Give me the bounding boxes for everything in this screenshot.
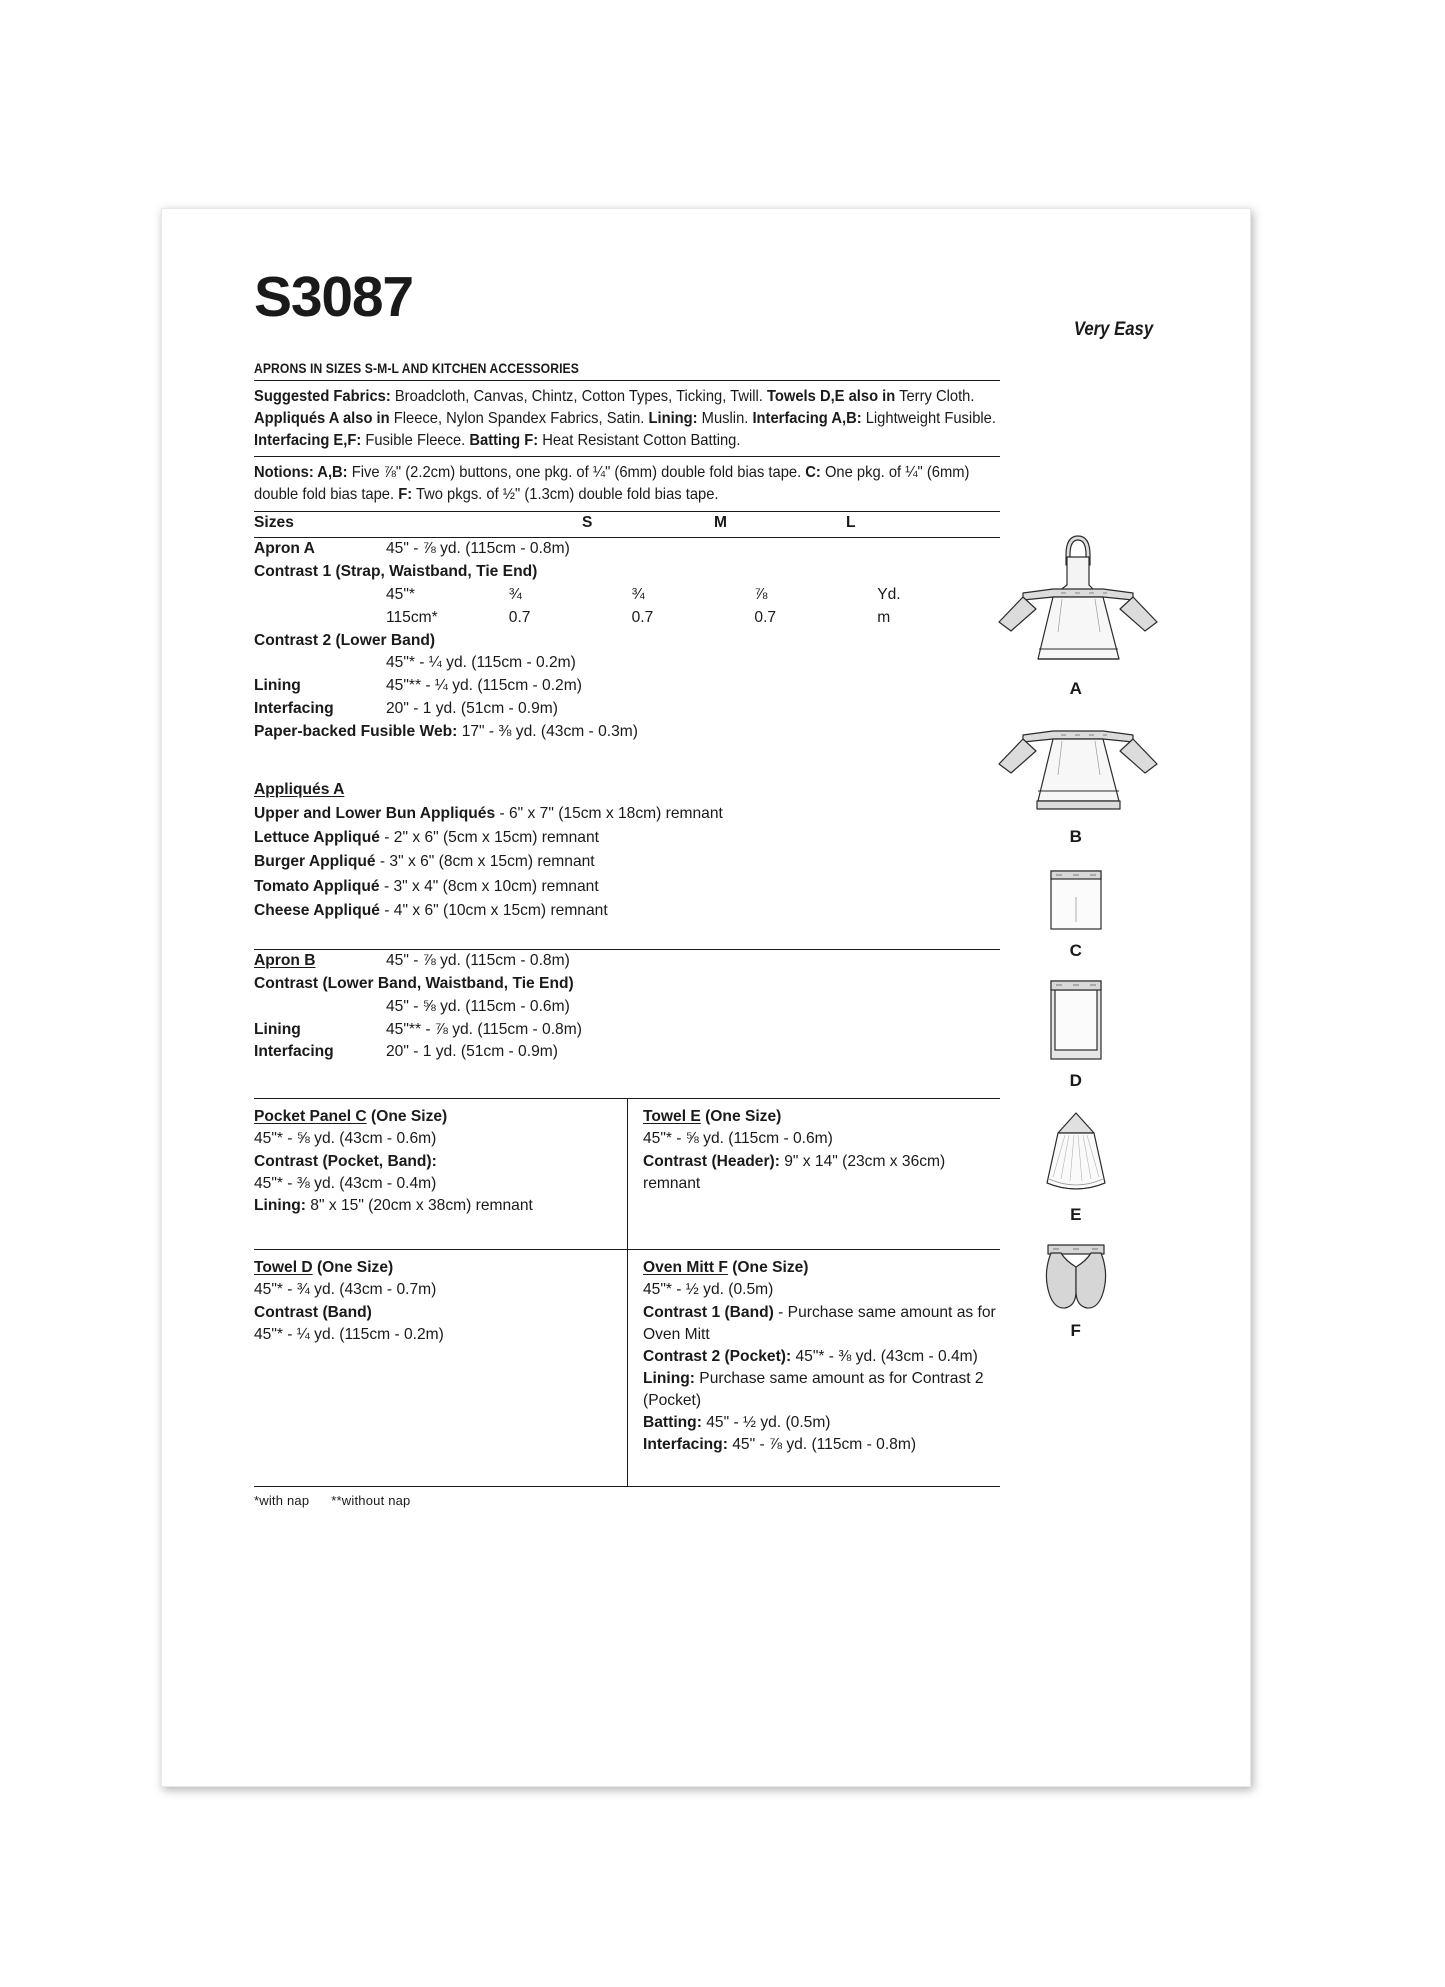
applique-item-cheese [254, 899, 1000, 923]
contrast-1-m-m: 0.7 [631, 608, 654, 626]
fusible-web-row [254, 721, 1000, 744]
towel-d-icon [991, 977, 1161, 1069]
contrast-2-title: Contrast 2 (Lower Band) [254, 631, 436, 649]
illustration-pocket-panel-c [986, 867, 1166, 961]
grid-row-c-e [254, 1099, 1000, 1249]
footnote-with-nap: *with nap [254, 1493, 310, 1509]
contrast-1-yd-width: 45"* [386, 585, 415, 603]
apron-a-icon [991, 527, 1161, 677]
fabrics-text-5: Lightweight Fusible. [861, 409, 996, 427]
apron-b-contrast-title: Contrast (Lower Band, Waistband, Tie End) [254, 974, 574, 992]
fusible-web-label: Paper-backed Fusible Web: [254, 723, 458, 741]
pattern-envelope-back [161, 208, 1251, 1787]
towel-e-title: Towel E [643, 1108, 701, 1126]
applique-burger-value: - 3" x 6" (8cm x 15cm) remnant [375, 853, 595, 871]
illustration-label-e: E [1070, 1205, 1082, 1224]
oven-mitt-f-interfacing-value: 45" - ⅞ yd. (115cm - 0.8m) [727, 1436, 917, 1454]
lining-a-width: 45"** - ¼ yd. (115cm - 0.2m) [386, 677, 582, 695]
towel-e-line-1: 45"* - ⅝ yd. (115cm - 0.6m) [643, 1130, 833, 1148]
towel-d-contrast-label: Contrast (Band) [254, 1303, 372, 1321]
towel-e-cell [627, 1099, 1000, 1249]
oven-mitt-f-title-suffix: (One Size) [727, 1259, 809, 1277]
notions-text-3: Two pkgs. of ½" (1.3cm) double fold bias tape. [412, 486, 719, 504]
fabrics-bold-4: Lining: [648, 409, 698, 427]
apron-b-label: Apron B [254, 951, 316, 969]
illustration-towel-e [986, 1107, 1166, 1225]
apron-b-lining-label: Lining [254, 1020, 301, 1038]
envelope-content [254, 265, 1160, 1729]
oven-mitt-f-batting-label: Batting: [643, 1414, 702, 1432]
interfacing-a-width: 20" - 1 yd. (51cm - 0.9m) [386, 700, 558, 718]
pocket-panel-c-title: Pocket Panel C [254, 1108, 367, 1126]
applique-item-tomato [254, 875, 1000, 899]
fabrics-text-6: Fusible Fleece. [361, 431, 470, 449]
oven-mitt-f-contrast2-label: Contrast 2 (Pocket): [643, 1347, 792, 1365]
fabrics-bold-5: Interfacing A,B: [752, 409, 862, 427]
oven-mitt-f-contrast1-label: Contrast 1 (Band) [643, 1303, 774, 1321]
applique-lettuce-label: Lettuce Appliqué [254, 829, 380, 847]
oven-mitt-f-icon [991, 1239, 1161, 1319]
table-row-apron-b [254, 950, 1000, 973]
oven-mitt-f-interfacing-line [643, 1434, 1000, 1456]
spacer-before-apron-b [254, 923, 1000, 949]
towel-e-icon [991, 1107, 1161, 1203]
apron-b-interfacing-label: Interfacing [254, 1043, 334, 1061]
grid-vertical-divider-2 [627, 1250, 628, 1486]
applique-bun-value: - 6" x 7" (15cm x 18cm) remnant [495, 805, 723, 823]
requirements-column [254, 361, 1000, 1508]
oven-mitt-f-batting-line [643, 1412, 1000, 1434]
notions-bold-1: A,B: [313, 464, 348, 482]
spacer-before-grid [254, 1064, 1000, 1098]
table-row-apron-b-contrast-width [254, 996, 1000, 1019]
oven-mitt-f-lining-label: Lining: [643, 1370, 695, 1388]
oven-mitt-f-lining-line [643, 1368, 1000, 1412]
table-row-apron-b-contrast-title [254, 973, 1000, 996]
header-size-m: M [714, 514, 727, 532]
table-row-contrast-1-m [254, 607, 1000, 630]
oven-mitt-f-batting-value: 45" - ½ yd. (0.5m) [701, 1414, 831, 1432]
fabrics-text-7: Heat Resistant Cotton Batting. [538, 431, 741, 449]
towel-d-title: Towel D [254, 1259, 313, 1277]
towel-d-contrast-value: 45"* - ¼ yd. (115cm - 0.2m) [254, 1325, 444, 1343]
footnote [254, 1487, 1000, 1508]
apron-b-contrast-width: 45" - ⅝ yd. (115cm - 0.6m) [386, 997, 570, 1015]
towel-e-title-suffix: (One Size) [700, 1108, 782, 1126]
footnote-without-nap: **without nap [331, 1493, 411, 1509]
applique-tomato-label: Tomato Appliqué [254, 877, 380, 895]
grid-vertical-divider-1 [627, 1099, 628, 1249]
illustration-label-f: F [1070, 1321, 1082, 1340]
table-header-row [254, 512, 1100, 537]
pocket-panel-c-lining-label: Lining: [254, 1196, 306, 1214]
table-row-apron-b-lining [254, 1019, 1000, 1042]
apron-a-table [254, 538, 1000, 744]
oven-mitt-f-contrast1-line [643, 1302, 1000, 1346]
illustration-oven-mitt-f [986, 1239, 1166, 1341]
applique-cheese-value: - 4" x 6" (10cm x 15cm) remnant [379, 901, 608, 919]
applique-item-lettuce [254, 826, 1000, 850]
illustration-label-a: A [1069, 679, 1083, 698]
header-size-l: L [846, 514, 856, 532]
table-row-fusible-web [254, 721, 1000, 744]
spacer-before-appliques [254, 744, 1000, 778]
appliques-title: Appliqués A [254, 781, 345, 799]
notions-label: Notions: [254, 464, 314, 482]
contrast-1-m-unit: m [877, 608, 891, 626]
towel-d-title-line [254, 1257, 613, 1279]
pocket-panel-c-contrast-label: Contrast (Pocket, Band): [254, 1152, 437, 1170]
oven-mitt-f-line-1: 45"* - ½ yd. (0.5m) [643, 1281, 774, 1299]
accessories-grid [254, 1098, 1000, 1487]
illustration-label-d: D [1069, 1071, 1083, 1090]
interfacing-a-label: Interfacing [254, 700, 334, 718]
oven-mitt-f-contrast2-value: 45"* - ⅜ yd. (43cm - 0.4m) [791, 1347, 978, 1365]
fusible-web-value: 17" - ⅜ yd. (43cm - 0.3m) [457, 723, 638, 741]
illustration-column [986, 527, 1166, 1341]
towel-d-cell [254, 1250, 627, 1486]
contrast-1-yd-l: ⅞ [754, 585, 768, 603]
pocket-panel-c-title-suffix: (One Size) [366, 1108, 448, 1126]
divider-below-grid [254, 1486, 1000, 1487]
apron-b-table [254, 950, 1000, 1064]
applique-cheese-label: Cheese Appliqué [254, 901, 380, 919]
lining-a-label: Lining [254, 677, 301, 695]
towel-d-title-suffix: (One Size) [312, 1259, 394, 1277]
contrast-1-yd-unit: Yd. [877, 585, 901, 603]
pocket-panel-c-title-line [254, 1106, 613, 1128]
table-row-contrast-2-width [254, 652, 1000, 675]
applique-bun-label: Upper and Lower Bun Appliqués [254, 805, 496, 823]
oven-mitt-f-lining-value: Purchase same amount as for Contrast 2 (Pocket) [643, 1370, 984, 1410]
header-width-spacer [386, 512, 582, 537]
fabrics-text-4: Muslin. [697, 409, 753, 427]
table-row-contrast-2-title [254, 630, 1000, 653]
notions-text-1: Five ⅞" (2.2cm) buttons, one pkg. of ¼" (6mm) double fold bias tape. [347, 464, 806, 482]
contrast-2-width: 45"* - ¼ yd. (115cm - 0.2m) [386, 654, 576, 672]
fabrics-bold-2: Towels D,E also in [766, 388, 896, 405]
pocket-panel-c-lining-line [254, 1195, 613, 1217]
apron-b-width: 45" - ⅞ yd. (115cm - 0.8m) [386, 951, 570, 969]
table-row-contrast-1-title [254, 561, 1000, 584]
applique-tomato-value: - 3" x 4" (8cm x 10cm) remnant [379, 877, 599, 895]
towel-e-contrast-line [643, 1151, 1000, 1195]
pocket-panel-c-icon [991, 867, 1161, 939]
sizes-table [254, 512, 1100, 537]
apron-b-icon [991, 713, 1161, 825]
table-row-apron-b-interfacing [254, 1041, 1000, 1064]
envelope-subtitle: APRONS IN SIZES S-M-L AND KITCHEN ACCESSORIES [254, 361, 579, 376]
contrast-1-m-l: 0.7 [754, 608, 777, 626]
grid-row-d-f [254, 1250, 1000, 1486]
towel-e-contrast-value: 9" x 14" (23cm x 36cm) remnant [643, 1152, 946, 1192]
contrast-1-title: Contrast 1 (Strap, Waistband, Tie End) [254, 562, 538, 580]
table-row-interfacing-a [254, 698, 1000, 721]
fabrics-bold-3: Appliqués A also in [254, 409, 390, 427]
apron-a-width: 45" - ⅞ yd. (115cm - 0.8m) [386, 540, 570, 558]
towel-e-contrast-label: Contrast (Header): [643, 1152, 780, 1170]
applique-item-bun [254, 802, 1000, 826]
contrast-1-m-s: 0.7 [508, 608, 531, 626]
fabrics-bold-7: Batting F: [469, 431, 539, 449]
oven-mitt-f-contrast1-value: - Purchase same amount as for Oven Mitt [643, 1303, 996, 1343]
illustration-label-b: B [1069, 827, 1083, 846]
contrast-1-yd-m: ¾ [631, 585, 645, 603]
pocket-panel-c-cell [254, 1099, 627, 1249]
illustration-apron-a [986, 527, 1166, 699]
contrast-1-m-width: 115cm* [386, 608, 438, 626]
suggested-fabrics-label: Suggested Fabrics: [254, 388, 391, 405]
fabrics-bold-6: Interfacing E,F: [254, 431, 362, 449]
oven-mitt-f-interfacing-label: Interfacing: [643, 1436, 728, 1454]
illustration-towel-d [986, 977, 1166, 1091]
pocket-panel-c-lining-value: 8" x 15" (20cm x 38cm) remnant [305, 1196, 533, 1214]
table-row-contrast-1-yd [254, 584, 1000, 607]
notions-bold-3: F: [398, 486, 413, 504]
difficulty-label: Very Easy [1073, 319, 1153, 340]
applique-item-burger [254, 850, 1000, 874]
pocket-panel-c-line-1: 45"* - ⅝ yd. (43cm - 0.6m) [254, 1130, 437, 1148]
fabrics-text-3: Fleece, Nylon Spandex Fabrics, Satin. [389, 409, 649, 427]
table-row-lining-a [254, 675, 1000, 698]
envelope-header [254, 265, 1160, 355]
pocket-panel-c-contrast-value: 45"* - ⅜ yd. (43cm - 0.4m) [254, 1174, 437, 1192]
header-sizes: Sizes [254, 514, 294, 532]
apron-a-label: Apron A [254, 540, 315, 558]
illustration-label-c: C [1069, 941, 1083, 960]
apron-b-lining-width: 45"** - ⅞ yd. (115cm - 0.8m) [386, 1020, 582, 1038]
applique-burger-label: Burger Appliqué [254, 853, 376, 871]
notions-bold-2: C: [805, 464, 821, 482]
table-row-apron-a [254, 538, 1000, 561]
oven-mitt-f-cell [627, 1250, 1000, 1486]
fabrics-text-2: Terry Cloth. [895, 388, 975, 405]
contrast-1-yd-s: ¾ [508, 585, 522, 603]
towel-e-title-line [643, 1106, 1000, 1128]
pattern-number: S3087 [254, 265, 413, 329]
apron-b-interfacing-width: 20" - 1 yd. (51cm - 0.9m) [386, 1043, 558, 1061]
suggested-fabrics-paragraph [254, 381, 1000, 456]
applique-lettuce-value: - 2" x 6" (5cm x 15cm) remnant [379, 829, 599, 847]
header-size-s: S [582, 514, 593, 532]
oven-mitt-f-title-line [643, 1257, 1000, 1279]
towel-d-line-1: 45"* - ¾ yd. (43cm - 0.7m) [254, 1281, 437, 1299]
notions-paragraph [254, 457, 1000, 511]
oven-mitt-f-title: Oven Mitt F [643, 1259, 728, 1277]
fabrics-text-1: Broadcloth, Canvas, Chintz, Cotton Types, Ticking, Twill. [390, 388, 767, 405]
oven-mitt-f-contrast2-line [643, 1346, 1000, 1368]
notions-text-2: One pkg. of ¼" (6mm) double fold bias tape. [254, 464, 970, 504]
illustration-apron-b [986, 713, 1166, 847]
